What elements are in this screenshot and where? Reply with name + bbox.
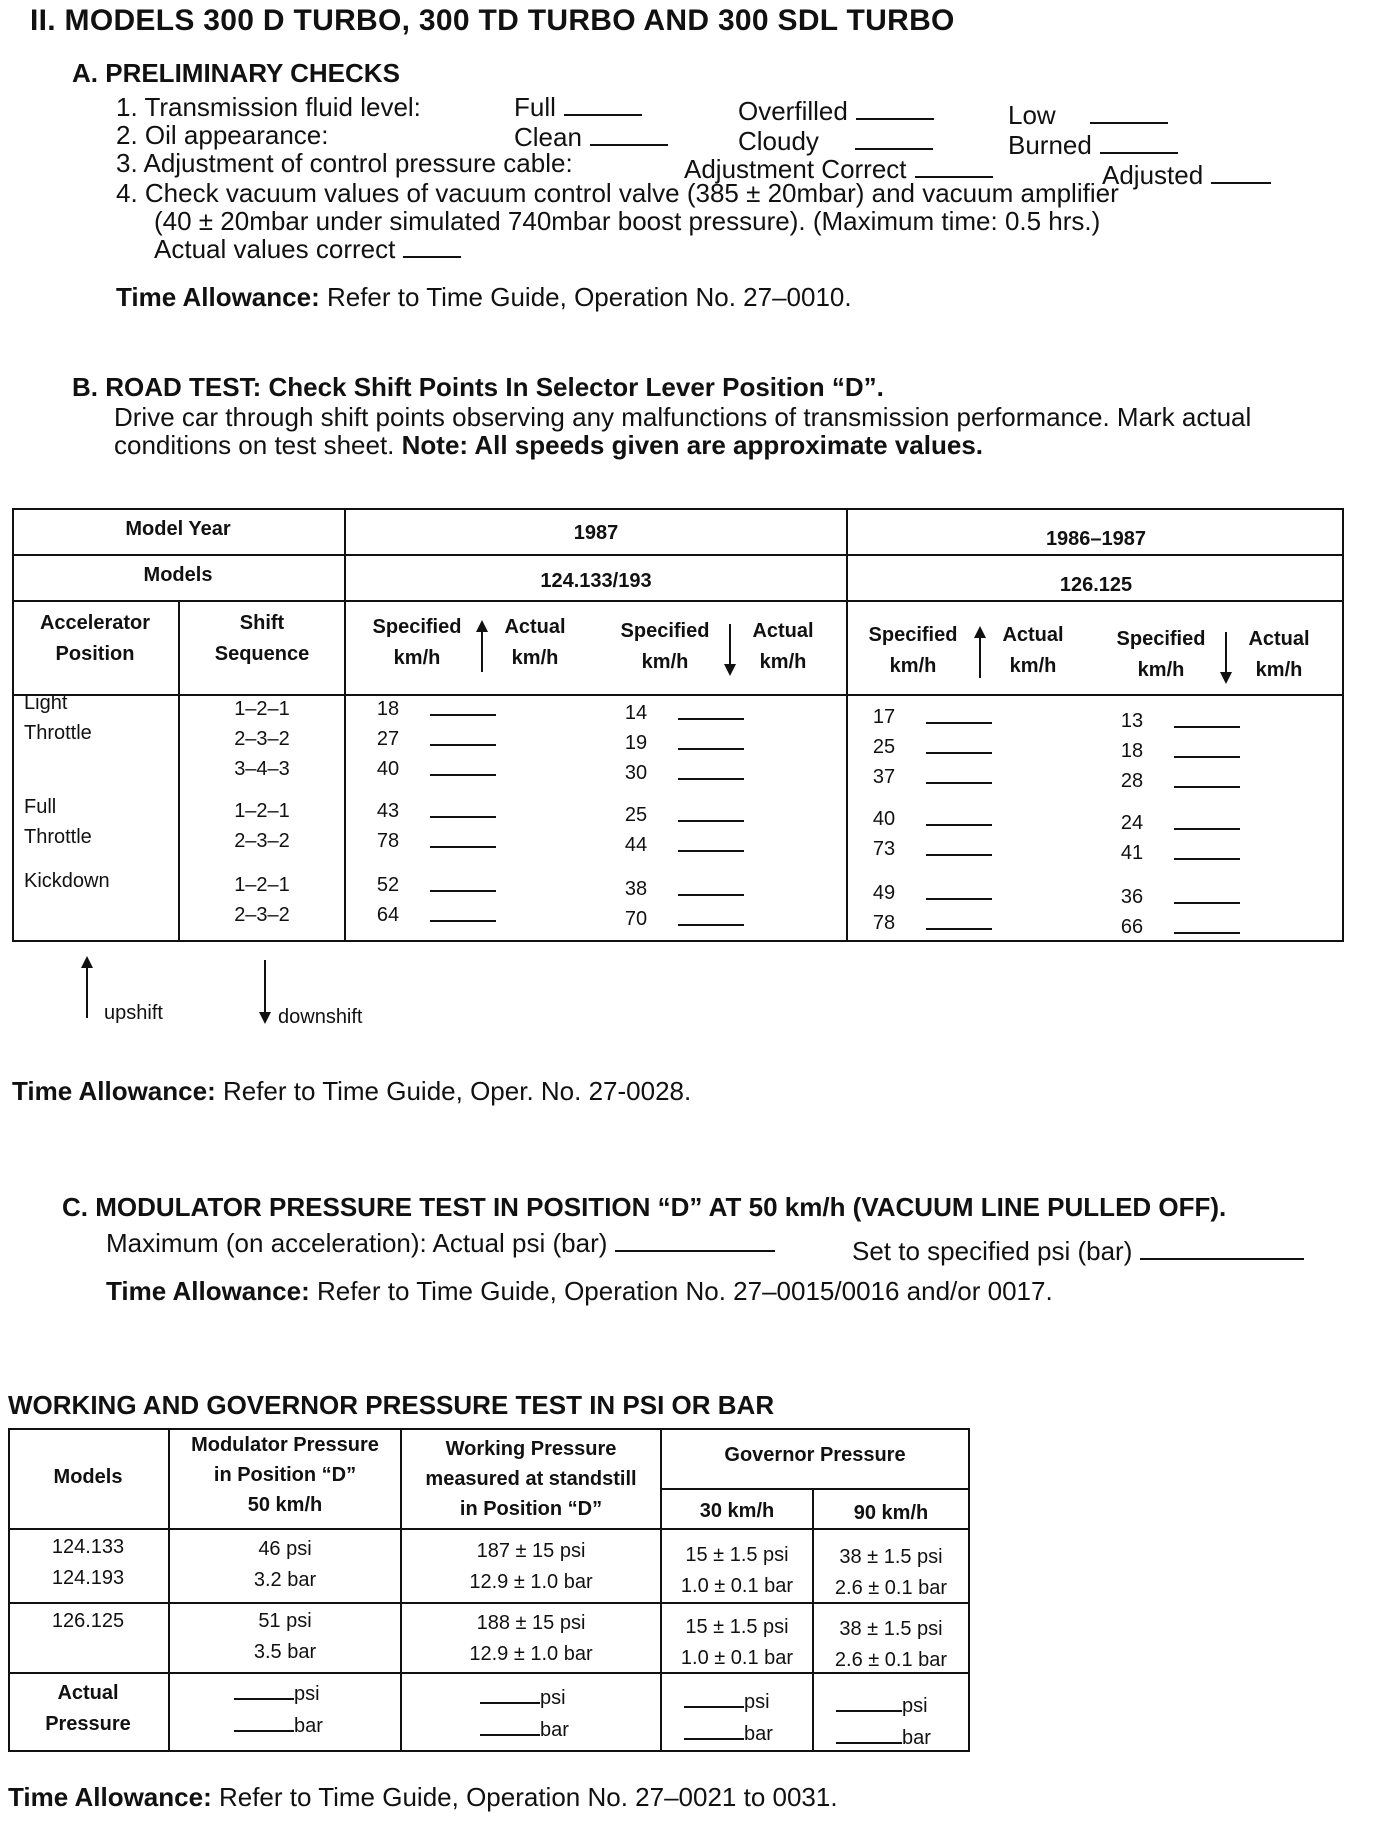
actual-values-blank[interactable]	[403, 255, 461, 258]
part-c-heading: C. MODULATOR PRESSURE TEST IN POSITION “D” AT 50 km/h (VACUUM LINE PULLED OFF).	[62, 1192, 1227, 1222]
actual-speed-blank[interactable]	[1174, 858, 1240, 860]
actual-speed-blank[interactable]	[1174, 902, 1240, 904]
col-gov-30: 30 km/h	[699, 1500, 775, 1522]
col-governor: Governor Pressure	[724, 1444, 906, 1466]
specified-speed-cell: 70	[624, 908, 648, 930]
item3-label: 3. Adjustment of control pressure cable:	[116, 148, 573, 178]
row3-label: Actual Pressure	[45, 1682, 131, 1735]
row2-mod: 51 psi 3.5 bar	[253, 1610, 317, 1663]
row2-work: 188 ± 15 psi 12.9 ± 1.0 bar	[469, 1612, 593, 1665]
actual-speed-blank[interactable]	[430, 774, 496, 776]
specified-speed-cell: 27	[376, 728, 400, 750]
specified-speed-cell: 25	[624, 804, 648, 826]
col-modulator: Modulator Pressure in Position “D” 50 km/h	[191, 1434, 379, 1516]
actual-speed-blank[interactable]	[678, 820, 744, 822]
year-1987: 1987	[573, 522, 619, 544]
specified-speed-cell: 78	[376, 830, 400, 852]
actual-speed-blank[interactable]	[926, 854, 992, 856]
actual-speed-blank[interactable]	[1174, 828, 1240, 830]
actual-speed-blank[interactable]	[678, 748, 744, 750]
specified-psi-blank[interactable]	[1140, 1257, 1304, 1260]
model-124: 124.133/193	[540, 570, 652, 592]
item1-label: 1. Transmission fluid level:	[116, 92, 421, 122]
actual-speed-blank[interactable]	[1174, 756, 1240, 758]
position-full-throttle: Throttle	[24, 826, 92, 848]
specified-speed-cell: 73	[872, 838, 896, 860]
model-126: 126.125	[1059, 574, 1133, 596]
row3-gov90-actual[interactable]: psi bar	[836, 1690, 931, 1754]
actual-speed-blank[interactable]	[430, 816, 496, 818]
specified-speed-cell: 28	[1120, 770, 1144, 792]
specified-speed-cell: 14	[624, 702, 648, 724]
specified-speed-cell: 30	[624, 762, 648, 784]
row1-mod: 46 psi 3.2 bar	[253, 1538, 317, 1591]
shift-sequence-cell: 2–3–2	[234, 830, 290, 852]
spec-header-2: Specified km/h	[620, 620, 710, 673]
shift-sequence-cell: 1–2–1	[234, 874, 290, 896]
shift-sequence-cell: 1–2–1	[234, 698, 290, 720]
row2-gov30: 15 ± 1.5 psi 1.0 ± 0.1 bar	[680, 1616, 794, 1669]
specified-speed-cell: 44	[624, 834, 648, 856]
specified-speed-cell: 38	[624, 878, 648, 900]
row3-gov30-actual[interactable]: psi bar	[684, 1686, 773, 1750]
part-b-heading: B. ROAD TEST: Check Shift Points In Selector Lever Position “D”.	[72, 372, 884, 402]
shift-sequence-header: Shift Sequence	[214, 612, 310, 665]
position-throttle: Throttle	[24, 722, 92, 744]
part-c-time-allowance: Time Allowance: Refer to Time Guide, Operation No. 27–0015/0016 and/or 0017.	[106, 1276, 1053, 1306]
item2-opt-cloudy: Cloudy	[738, 126, 933, 157]
position-light: Light	[24, 692, 68, 714]
actual-speed-blank[interactable]	[430, 744, 496, 746]
specified-speed-cell: 41	[1120, 842, 1144, 864]
clean-blank[interactable]	[590, 143, 668, 146]
row1-models: 124.133 124.193	[51, 1536, 125, 1589]
specified-speed-cell: 24	[1120, 812, 1144, 834]
specified-speed-cell: 17	[872, 706, 896, 728]
actual-speed-blank[interactable]	[1174, 932, 1240, 934]
shift-sequence-cell: 2–3–2	[234, 904, 290, 926]
spec-header-4: Specified km/h	[1116, 628, 1206, 681]
actual-header-2: Actual km/h	[752, 620, 814, 673]
legend-downshift-label: downshift	[278, 1006, 363, 1028]
adjusted-blank[interactable]	[1211, 181, 1271, 184]
specified-speed-cell: 43	[376, 800, 400, 822]
road-test-table	[12, 508, 1344, 942]
row1-gov30: 15 ± 1.5 psi 1.0 ± 0.1 bar	[680, 1544, 794, 1597]
row1-gov90: 38 ± 1.5 psi 2.6 ± 0.1 bar	[834, 1546, 948, 1599]
spec-header-1: Specified km/h	[372, 616, 462, 669]
actual-speed-blank[interactable]	[926, 722, 992, 724]
row2-models: 126.125	[51, 1610, 125, 1632]
actual-speed-blank[interactable]	[1174, 726, 1240, 728]
position-full: Full	[24, 796, 57, 818]
legend-upshift-label: upshift	[104, 1002, 163, 1024]
actual-speed-blank[interactable]	[430, 890, 496, 892]
item4-line3: Actual values correct	[154, 234, 461, 265]
year-1986-1987: 1986–1987	[1045, 528, 1147, 550]
item4-line2: (40 ± 20mbar under simulated 740mbar boost pressure). (Maximum time: 0.5 hrs.)	[154, 206, 1101, 236]
section-title: II. MODELS 300 D TURBO, 300 TD TURBO AND 300 SDL TURBO	[30, 4, 955, 37]
actual-header-1: Actual km/h	[504, 616, 566, 669]
specified-speed-cell: 66	[1120, 916, 1144, 938]
specified-speed-cell: 49	[872, 882, 896, 904]
working-time-allowance: Time Allowance: Refer to Time Guide, Operation No. 27–0021 to 0031.	[8, 1782, 838, 1812]
item2-opt-burned: Burned	[1008, 130, 1178, 161]
full-blank[interactable]	[564, 113, 642, 116]
working-pressure-table	[8, 1428, 970, 1752]
specified-speed-cell: 37	[872, 766, 896, 788]
actual-speed-blank[interactable]	[678, 894, 744, 896]
part-a-heading: A. PRELIMINARY CHECKS	[72, 58, 400, 88]
specified-speed-cell: 13	[1120, 710, 1144, 732]
part-b-time-allowance: Time Allowance: Refer to Time Guide, Oper. No. 27-0028.	[12, 1076, 692, 1106]
burned-blank[interactable]	[1100, 151, 1178, 154]
model-year-label: Model Year	[125, 518, 231, 540]
part-c-set: Set to specified psi (bar)	[852, 1236, 1304, 1267]
row1-work: 187 ± 15 psi 12.9 ± 1.0 bar	[469, 1540, 593, 1593]
specified-speed-cell: 25	[872, 736, 896, 758]
row3-mod-actual[interactable]: psi bar	[234, 1678, 323, 1742]
part-c-max: Maximum (on acceleration): Actual psi (bar)	[106, 1228, 775, 1259]
actual-speed-blank[interactable]	[926, 752, 992, 754]
specified-speed-cell: 19	[624, 732, 648, 754]
working-heading: WORKING AND GOVERNOR PRESSURE TEST IN PSI OR BAR	[8, 1390, 775, 1420]
row2-gov90: 38 ± 1.5 psi 2.6 ± 0.1 bar	[834, 1618, 948, 1671]
actual-speed-blank[interactable]	[926, 824, 992, 826]
col-working: Working Pressure measured at standstill in Position “D”	[425, 1438, 637, 1520]
part-b-line1: Drive car through shift points observing any malfunctions of transmission performance. Mark actual	[114, 402, 1252, 432]
actual-speed-blank[interactable]	[678, 850, 744, 852]
actual-header-4: Actual km/h	[1248, 628, 1310, 681]
actual-speed-blank[interactable]	[430, 714, 496, 716]
actual-speed-blank[interactable]	[926, 898, 992, 900]
item4-line1: 4. Check vacuum values of vacuum control valve (385 ± 20mbar) and vacuum amplifier	[116, 178, 1119, 208]
overfilled-blank[interactable]	[856, 117, 934, 120]
specified-speed-cell: 18	[1120, 740, 1144, 762]
low-blank[interactable]	[1090, 121, 1168, 124]
shift-sequence-cell: 2–3–2	[234, 728, 290, 750]
specified-speed-cell: 36	[1120, 886, 1144, 908]
actual-speed-blank[interactable]	[926, 782, 992, 784]
actual-speed-blank[interactable]	[430, 920, 496, 922]
item2-opt-clean: Clean	[514, 122, 668, 153]
spec-header-3: Specified km/h	[868, 624, 958, 677]
specified-speed-cell: 64	[376, 904, 400, 926]
actual-psi-blank[interactable]	[615, 1249, 775, 1252]
item1-opt-overfilled: Overfilled	[738, 96, 934, 127]
item1-opt-full: Full	[514, 92, 642, 123]
actual-header-3: Actual km/h	[1002, 624, 1064, 677]
item3-opt-adjusted: Adjusted	[1102, 160, 1271, 191]
specified-speed-cell: 40	[872, 808, 896, 830]
shift-sequence-cell: 3–4–3	[234, 758, 290, 780]
models-label: Models	[143, 564, 213, 586]
shift-sequence-cell: 1–2–1	[234, 800, 290, 822]
actual-speed-blank[interactable]	[1174, 786, 1240, 788]
actual-speed-blank[interactable]	[926, 928, 992, 930]
position-kickdown: Kickdown	[24, 870, 110, 892]
item3-opt-correct: Adjustment Correct	[684, 154, 993, 185]
actual-speed-blank[interactable]	[678, 778, 744, 780]
cloudy-blank[interactable]	[855, 147, 933, 150]
part-a-time-allowance: Time Allowance: Refer to Time Guide, Operation No. 27–0010.	[116, 282, 852, 312]
specified-speed-cell: 52	[376, 874, 400, 896]
item1-opt-low: Low	[1008, 100, 1168, 131]
specified-speed-cell: 40	[376, 758, 400, 780]
specified-speed-cell: 78	[872, 912, 896, 934]
row3-work-actual[interactable]: psi bar	[480, 1682, 569, 1746]
actual-speed-blank[interactable]	[678, 718, 744, 720]
actual-speed-blank[interactable]	[430, 846, 496, 848]
col-gov-90: 90 km/h	[853, 1502, 929, 1524]
col-models: Models	[53, 1466, 123, 1488]
actual-speed-blank[interactable]	[678, 924, 744, 926]
accel-position-header: Accelerator Position	[39, 612, 151, 665]
specified-speed-cell: 18	[376, 698, 400, 720]
part-b-line2: conditions on test sheet. Note: All speeds given are approximate values.	[114, 430, 983, 460]
item2-label: 2. Oil appearance:	[116, 120, 329, 150]
